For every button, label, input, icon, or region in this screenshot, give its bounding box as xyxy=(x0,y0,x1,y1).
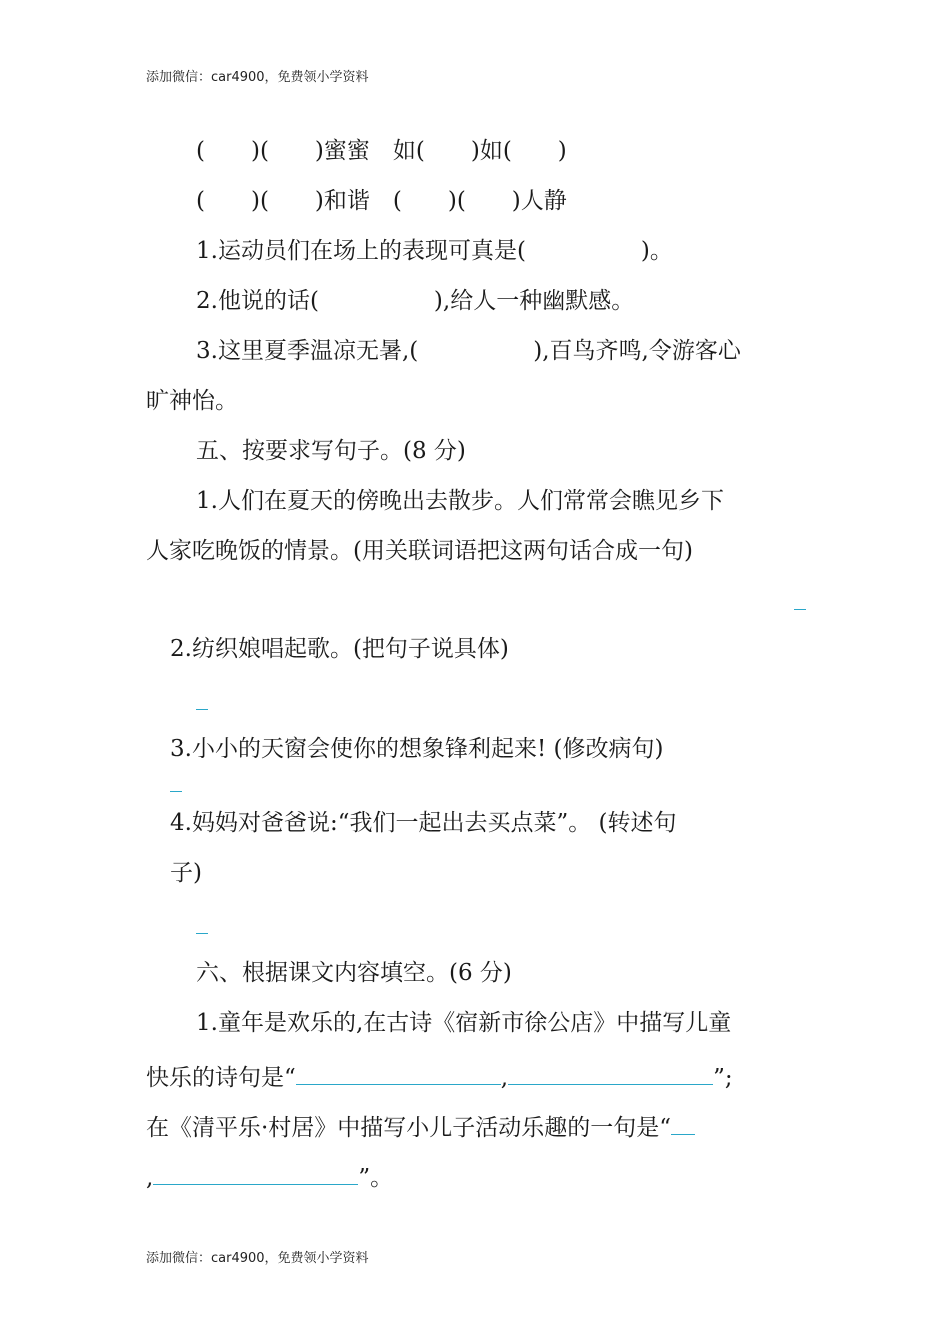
question-5-3: 3.小小的天窗会使你的想象锋利起来! (修改病句) xyxy=(170,736,664,762)
answer-line-5-3[interactable] xyxy=(170,791,182,792)
question-5-2: 2.纺织娘唱起歌。(把句子说具体) xyxy=(170,636,509,662)
question-5-1-cont: 人家吃晚饭的情景。(用关联词语把这两句话合成一句) xyxy=(146,538,693,564)
question-4-2: 2.他说的话( ),给人一种幽默感。 xyxy=(196,288,635,314)
poem-blank-1[interactable] xyxy=(296,1062,501,1085)
q6-text-a: 快乐的诗句是“ xyxy=(146,1065,296,1091)
page-footer: 添加微信：car4900，免费领小学资料 xyxy=(146,1251,369,1266)
q6-close-quote-2: ”。 xyxy=(358,1165,394,1191)
question-4-3: 3.这里夏季温凉无暑,( ),百鸟齐鸣,令游客心 xyxy=(196,338,741,364)
section-5-title: 五、按要求写句子。(8 分) xyxy=(196,438,466,464)
answer-line-5-4[interactable] xyxy=(196,933,208,934)
q6-comma-2: , xyxy=(146,1165,154,1191)
question-6-1-line-2 xyxy=(146,1062,733,1090)
idiom-line-2: ( )( )和谐 ( )( )人静 xyxy=(196,188,567,214)
answer-line-5-2[interactable] xyxy=(196,709,208,710)
answer-line-5-1[interactable] xyxy=(794,609,806,610)
question-5-4-cont: 子) xyxy=(170,860,202,886)
question-5-1: 1.人们在夏天的傍晚出去散步。人们常常会瞧见乡下 xyxy=(196,488,724,514)
poem-blank-3[interactable] xyxy=(671,1112,695,1135)
question-5-4: 4.妈妈对爸爸说:“我们一起出去买点菜”。 (转述句 xyxy=(170,810,677,836)
page-header: 添加微信：car4900，免费领小学资料 xyxy=(146,70,369,85)
poem-blank-4[interactable] xyxy=(153,1162,358,1185)
question-6-1: 1.童年是欢乐的,在古诗《宿新市徐公店》中描写儿童 xyxy=(196,1010,732,1036)
q6-comma: , xyxy=(500,1065,509,1091)
poem-blank-2[interactable] xyxy=(508,1062,713,1085)
q6-text-b: 在《清平乐·村居》中描写小儿子活动乐趣的一句是“ xyxy=(146,1115,672,1141)
idiom-line-1: ( )( )蜜蜜 如( )如( ) xyxy=(196,138,567,164)
section-6-title: 六、根据课文内容填空。(6 分) xyxy=(196,960,512,986)
question-4-1: 1.运动员们在场上的表现可真是( )。 xyxy=(196,238,673,264)
question-6-1-line-4 xyxy=(146,1162,393,1190)
question-4-3-cont: 旷神怡。 xyxy=(146,388,238,414)
question-6-1-line-3 xyxy=(146,1112,695,1140)
q6-close-quote: ”; xyxy=(713,1065,733,1091)
